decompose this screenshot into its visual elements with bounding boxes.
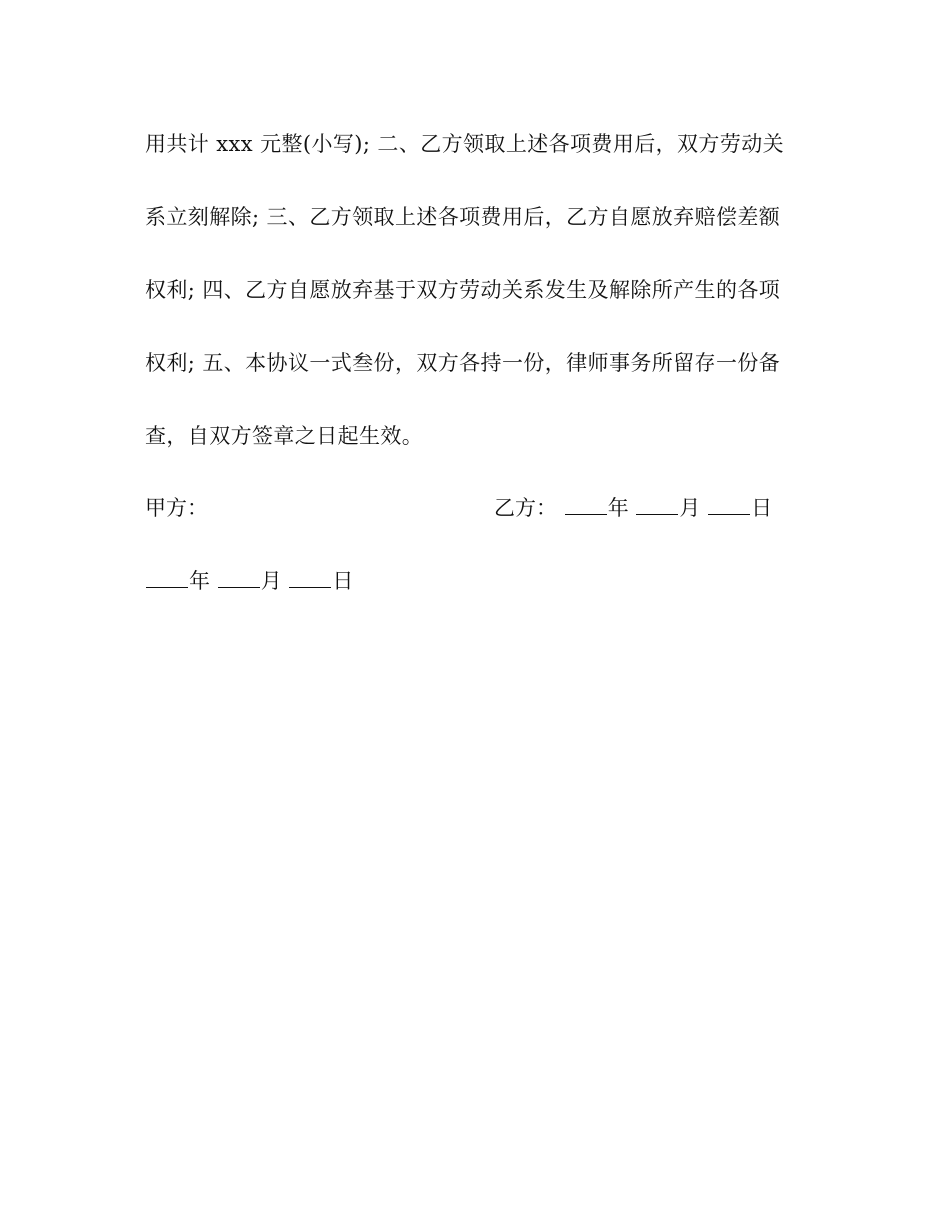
- party-a-date: [145, 566, 353, 596]
- paragraph-line: 查，自双方签章之日起生效。: [145, 424, 424, 448]
- paragraph-line: 用共计 xxx 元整(小写); 二、乙方领取上述各项费用后，双方劳动关: [145, 132, 785, 156]
- party-a-label: 甲方：: [145, 496, 208, 520]
- year-unit: 年: [189, 569, 210, 593]
- day-unit: 日: [751, 496, 773, 520]
- day-blank: [708, 493, 750, 515]
- party-a-signature: [145, 493, 208, 523]
- year-unit: 年: [607, 496, 629, 520]
- year-blank: [565, 493, 607, 515]
- paragraph-line: 权利; 五、本协议一式叁份，双方各持一份，律师事务所留存一份备: [145, 351, 781, 375]
- month-blank: [218, 566, 260, 588]
- party-b-label: 乙方：: [494, 496, 557, 520]
- party-b-signature: [494, 493, 772, 523]
- month-blank: [636, 493, 678, 515]
- day-unit: 日: [332, 569, 354, 593]
- day-blank: [289, 566, 331, 588]
- paragraph-line: 权利; 四、乙方自愿放弃基于双方劳动关系发生及解除所产生的各项: [145, 278, 781, 302]
- year-blank: [146, 566, 188, 588]
- month-unit: 月: [260, 569, 282, 593]
- month-unit: 月: [679, 496, 701, 520]
- paragraph-line: 系立刻解除; 三、乙方领取上述各项费用后，乙方自愿放弃赔偿差额: [145, 205, 781, 229]
